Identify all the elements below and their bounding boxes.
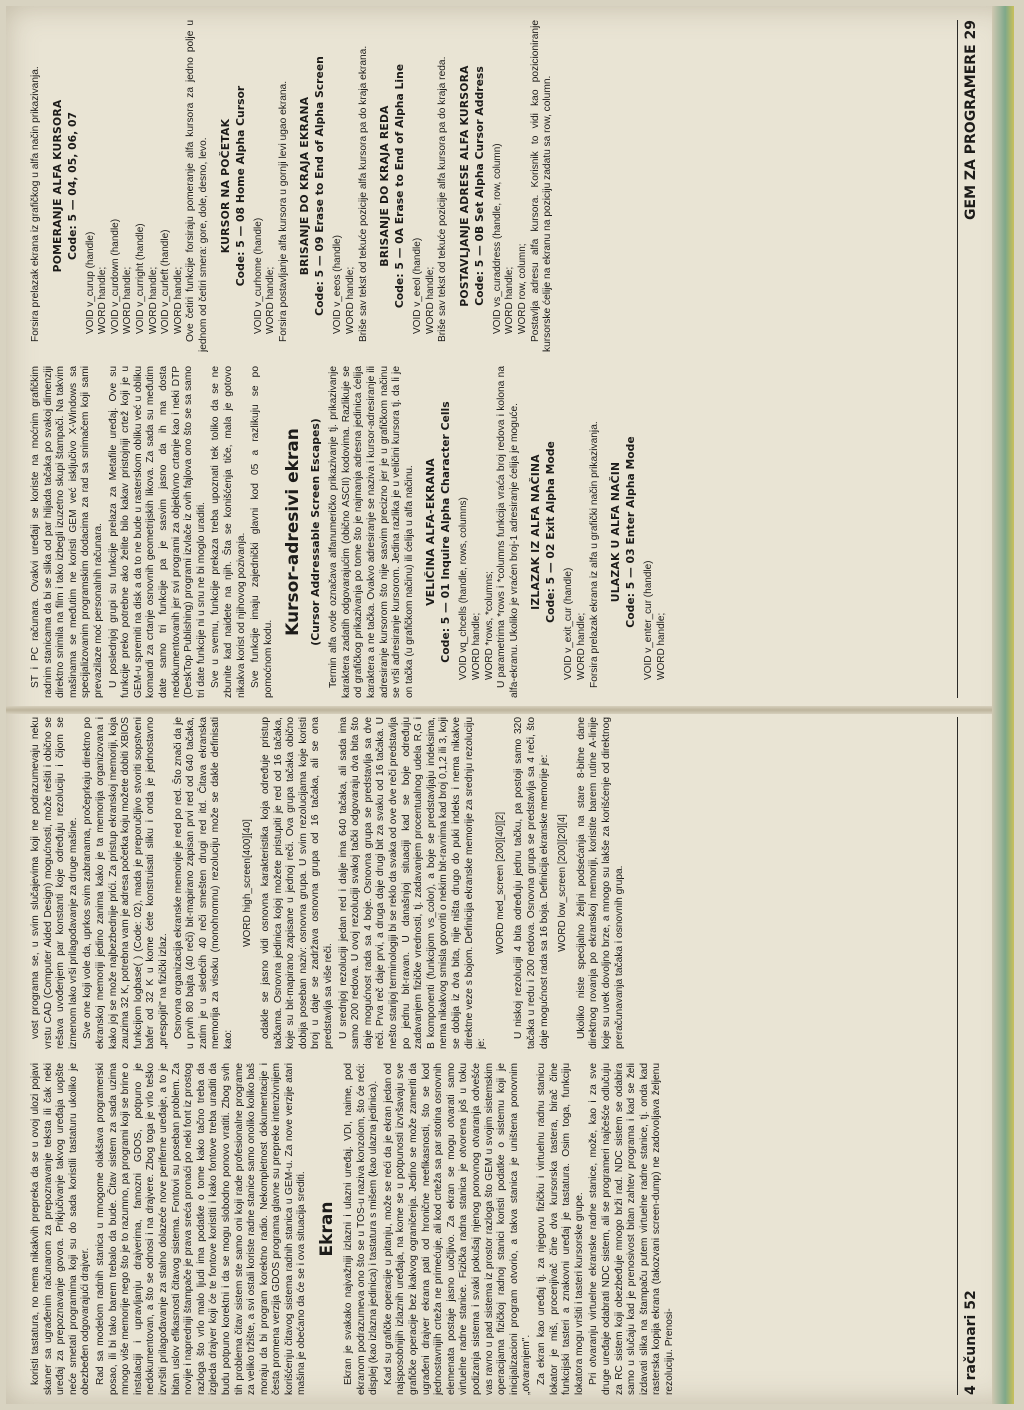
code-line: VOID v_curup (handle) bbox=[84, 231, 96, 334]
right-page-column-1 bbox=[30, 366, 950, 698]
code-line: WORD handle; bbox=[172, 266, 184, 334]
paragraph: Sve one koji vole da, uprkos svim zabranama, pročeprkaju direktno po ekranskoj memoriji jedino zanima kako je ta memorija organizovana i kako joj se može najbezbednije prići. Za pristup ekranskoj memoriji, koja zauzima 32 K, potrebna vam je adresa početka koju možete dobiti XBIOS funkcijom logbase( ) (Code: 02), mada je preporučljivo stvoriti sopstveni bafer od 32 K u kome ćete konstruisati sliku i onda je jednostavno „prespojiti" na fizički izlaz. bbox=[82, 717, 169, 1049]
function-title: BRISANJE DO KRAJA REDA bbox=[378, 105, 392, 267]
paragraph: Briše sav tekst od tekuće pozicije alfa kursora pa do kraja reda. bbox=[437, 56, 449, 342]
function-code: Code: 5 — 09 Erase to End of Alpha Screen bbox=[313, 56, 327, 316]
code-line: WORD handle; bbox=[344, 266, 356, 334]
paragraph: ST i PC računara. Ovakvi uređaji se koriste na moćnim grafičkim radnim stanicama da bi se slika od par hiljada tačaka po svakoj dimenziji direktno snimila na film i tako izbegli izuzetno skupi štampači. Na takvim mašinama se međutim ne koristi GEM već isključivo X-Windows sa specijalizovanim programskim dodacima za rad sa snimačem koji sami prevazilaze moć personalnih računara. bbox=[30, 366, 104, 698]
function-code: Code: 5 — 01 Inquire Alpha Character Cells bbox=[439, 401, 453, 663]
code-line: VOID v_curright (handle) bbox=[134, 223, 146, 334]
code-line: WORD handle; bbox=[265, 266, 277, 334]
paragraph: Sve u svemu, funkcije prekaza treba upoznati tek toliko da se ne zbunite kad naiđete na njih. Šta se konišćenja tiče, mala je gotovo nikakva korist od njihovog pozivanja. bbox=[210, 366, 247, 698]
paragraph: koristi tastatura, no nema nikakvih prepreka da se u ovoj ulozi pojavi skaner sa ugrađenim računarom za prepoznavanje teksta ili čak neki uređaj za prepoznavanje govora. Prikjučivanje takvog uređaja uopšte neće smetati programima koji su do sada koristili tastaturu ukoliko je obezbeđen odgovarajući drajver. bbox=[30, 1063, 92, 1395]
code-line: VOID vq_chcells (handle, rows, columns) bbox=[458, 497, 470, 680]
code-line: VOID v_enter_cur (handle) bbox=[643, 560, 655, 680]
page-folio: GEM ZA PROGRAMERE 29 bbox=[963, 20, 979, 220]
paragraph: Briše sav tekst od tekuće pozicije alfa kursora pa do kraja ekrana. bbox=[357, 45, 369, 342]
paragraph: odakle se jasno vidi osnovna karakteristika koja određuje pristup tačkama. Osnovna jedinica kojoj možete pristupiti je red od 16 tačaka, koje su bit-mapirano zapisane u jednoj reči. Ova grupa tačaka obično dobija poseban naziv: osnovna grupa. U svim rezolucijama koje koristi broj u daje se zadržava osnovna grupa od 16 tačaka, ali se ona predstavlja sa više reči. bbox=[260, 717, 335, 1049]
paragraph: Ekran je svakako najvažniji izlazni i ulazni uređaj. VDI, naime, pod ekranom podrazumeva ono što se u TOS-u naziva konzolom, što će reći: displej (kao izlazna jedinica) i tastatura s mišem (kao ulazna jedinica). bbox=[343, 1063, 380, 1395]
code-line: WORD handle; bbox=[471, 612, 483, 680]
section-subheading: (Cursor Addressable Screen Escapes) bbox=[309, 418, 323, 646]
code-line: VOID v_exit_cur (handle) bbox=[563, 567, 575, 680]
function-code: Code: 5 — 08 Home Alpha Cursor bbox=[233, 85, 247, 287]
paragraph: Termin alfa ovde označava alfanumeričko prikazivanje tj. prikazivanje karaktera zadatih odgovarajućim (obično ASCII) kodovima. Razlikuje se od grafičkog prikazivanja po tome što je najmanja adresna jedinica ćelija karaktera a ne tačka. Ovakvo adresiranje se naziva i kursor-adresiranje ili adresiranje kursorom što nije sasvim precizno jer je u grafičkom načinu se vrši adresiranje kursorom. Jedina razlika je u veličini kursora tj. da li je on tačka (u grafičkom načinu) ili ćelija u alfa načinu. bbox=[328, 366, 415, 698]
paragraph: Forsira prelazak ekrana iz alfa u grafički način prikazivanja. bbox=[588, 421, 600, 688]
paragraph: U poslednjoj grupi su funkcije prelaza za Metafile uređaj. Ove su funkcije preko potrebne ako želite bilo kakav pristojniji crtež koji je u GEM-u spremiti na disk a da to ne bude u rasterskom obliku već u obliku komandi za crtanje osnovnih geometrijskih likova. Za sada su međutim date samo tri funkcije pa je sasvim jasno da ih ma dosta nedokumentovanih jer svi programi za objektivno crtanje kao i neki DTP (DeskTop Publishing) programi izvlače iz ovih fajlova ono što se sa samo tri date funkcije ni u snu ne bi moglo uraditi. bbox=[107, 366, 207, 698]
paragraph: Postavlja adresu alfa kursora. Korisnik to vidi kao pozicioniranje kursorske ćelije na ekranu na poziciju zadatu sa row, column. bbox=[529, 20, 554, 352]
paragraph: Ukoliko niste specijalno željni podsećanja na stare 8-bitne dane direktnog rovanja po ekranskoj memoriji, koristite barem rutine A-linije koje su uvek dovoljno brze, a mnogo su lakše za korišćenje od direktnog preračunavanja tačaka i osnovnih grupa. bbox=[575, 717, 625, 1049]
right-page-column-2 bbox=[30, 20, 950, 352]
code-declaration: WORD med_screen [200][40][2] bbox=[494, 811, 506, 955]
section-heading: Ekran bbox=[317, 1201, 338, 1257]
function-title: POMERANJE ALFA KURSORA bbox=[50, 99, 64, 273]
function-title: VELIČINA ALFA-EKRANA bbox=[424, 458, 438, 606]
function-code: Code: 5 — 04, 05, 06, 07 bbox=[65, 112, 79, 260]
function-title: BRISANJE DO KRAJA EKRANA bbox=[298, 96, 312, 276]
paragraph: Sve funkcije imaju zajednički glavni kod 05 a razlikuju se po pomoćnom kodu. bbox=[250, 366, 274, 698]
code-line: VOID v_curdown (handle) bbox=[109, 218, 121, 334]
code-line: WORD handle; bbox=[424, 266, 436, 334]
page-edge bbox=[992, 6, 1014, 1404]
page-footer bbox=[957, 717, 980, 1395]
code-line: WORD handle; bbox=[655, 612, 667, 680]
section-heading: Kursor-adresivi ekran bbox=[283, 428, 304, 636]
left-page bbox=[20, 711, 990, 1401]
code-line: VOID v_curleft (handle) bbox=[160, 229, 172, 334]
paragraph: Osnovna organizacija ekranske memorije je red po red. Što znači da je u prvih 80 bajta (40 reči) bit-mapirano zapisan prvi red od 640 tačaka, zatim je u sledećih 40 reči smešten drugi red itd. Čitava ekranska memorija za visoku (monohromnu) rezoluciju može se dakle definisati kao: bbox=[172, 717, 234, 1049]
code-declaration: WORD low_screen [200][20][4] bbox=[557, 814, 569, 952]
code-line: WORD handle; bbox=[122, 266, 134, 334]
paragraph: Pri otvaranju virtuelne ekranske radne stanice, može, kao i za sve druge uređaje odabrati NDC sistem, ali se programeri najčešće odlučuju za RC sistem koji obezbeđuje mnogo brži rad. NDC sistem se odabira samo u slučaju kad je prenosivost bitan zahtev programa i kad se želi izdavati slika na štampaču putem virtuelne radne stanice, tj. onda kad rasterska kopija ekrana (takozvani screen-dump) ne zadovoljava željenu rezoluciju. Prenosi- bbox=[588, 1063, 675, 1395]
magazine-spread bbox=[6, 6, 1014, 1404]
page-folio: 4 računari 52 bbox=[963, 1290, 979, 1395]
code-line: WORD handle; bbox=[576, 612, 587, 680]
paragraph: Za ekran kao uređaj tj. za njegovu fizičku i virtuelnu radnu stanicu lokator je miš, procenjivač čine dva kursorska tastera, birač čine funkcijski tasteri a znakovni uređaj je tastatura. Osim toga, funkciju lokatora mogu vršiti i tasteri kursorske grupe. bbox=[535, 1063, 585, 1395]
code-line: WORD handle; bbox=[504, 266, 516, 334]
code-line: VOID vs_curaddress (handle, row, column) bbox=[491, 143, 503, 334]
paragraph: Ove četiri funkcije forsiraju pomeranje alfa kursora za jedno polje u jednom od četiri smera: gore, dole, desno, levo. bbox=[185, 20, 209, 352]
function-code: Code: 5 — 03 Enter Alpha Mode bbox=[624, 436, 638, 628]
paragraph: Kad su grafičke operacije u pitanju, može se reći da je ekran jedan od najsposobnijih izlaznih uređaja, na kome se u potpunosti izvršavaju sve grafičke operacije bez ikakvog ograničenja. Jedino se može zameriti da ugrađeni drajver ekrana pati od hronične neefikasnosti, što se kod jednostavnijih crteža ne primećuje, ali kod crteža sa par stotina osnovnih elemenata postaje jasno uočljivo. Za ekran se mogu otvarati samo virtuelne radne stanice. Fizička radna stanica je otvorena još u toku podizanja sistema i svaki pokušaj njenog ponovnog otvaranja odvešće vas ravno u pad sistema iz prostor razloga što GEM u svojim sistemskim operacijama fizičkoj radnoj stanici koristi podatke o sistemu koji je inicijalizacioni program otvorio, a takva stanica je uništena ponovnim „otvaranjem". bbox=[382, 1063, 533, 1395]
paragraph: U parametrima *rows i *columns funkcija vraća broj redova i kolona na alfa-ekranu. Ukoliko je vraćen broj-1 adresiranje ćelija je moguće. bbox=[496, 366, 520, 698]
code-line: WORD *rows, *columns; bbox=[483, 571, 495, 680]
left-page-column-2 bbox=[30, 717, 950, 1049]
function-title: IZLAZAK IZ ALFA NAČINA bbox=[529, 454, 543, 610]
paragraph: Forsira postavljanje alfa kursora u gornji levi ugao ekrana. bbox=[277, 80, 289, 342]
function-code: Code: 5 — 0B Set Alpha Cursor Address bbox=[472, 66, 486, 306]
paragraph: Rad sa modelom radnih stanica u mnogome olakšava programerski posao, ili bi tako barem trebalo da bude. Čitav sistem za sada uzima mnogo više memorije nego što je to razumno, pa programi koji se brine o instalaciji i upravljanju drajverima, famozni GDOS, potpuno je nedokumentovan, a što se odnosi i na drajvere. Zbog toga je vrlo teško izvršiti prilagođavanje za stalno dolazeće nove periferne uređaje, a to je bitan uslov efikasnosti čitavog sistema. Fontovi su poseban problem. Za novije i napredniji štampače je prava sreća pronaći po neki font iz prostog razloga što vrlo malo ljudi ima podatke o tome kako tačno treba da izgleda drajver koji će te fontove koristiti i kako fontove treba uraditi da budu potpuno korektni i da se mogu slobodno ponovo vratiti. Zbog svih tih problema čitav sistem ste samo oni koji rade profesionalne programe za veliko tržište, a svi ostali koriste radne stanice samo onoliko koliko baš moraju da bi program korektno radio. Nekompletnost dokumentacije i česta promena verzija GDOS programa glavne su prepreke intenzivnijem korišćenju čitavog sistema radnih stanica u GEM-u. Za nove verzije atari mašina je obećano da će se i ova situacija srediti. bbox=[94, 1063, 308, 1395]
code-line: WORD handle; bbox=[97, 266, 109, 334]
code-line: WORD row, column; bbox=[517, 243, 529, 334]
function-title: ULAZAK U ALFA NAČIN bbox=[609, 461, 623, 603]
function-title: POSTAVLJANJE ADRESE ALFA KURSORA bbox=[457, 65, 471, 307]
left-page-column-1 bbox=[30, 1063, 950, 1395]
paragraph: vost programa se, u svim slučajevima koji ne podrazumevaju neku vrstu CAD (Computer Aided Design) mogućnosti, može rešiti i obično se rešava uvođenjem par konstanti koje određuju rezoluciju i čijom se izmenom lako vrši prilagođavanje za druge mašine. bbox=[30, 717, 79, 1049]
paragraph: Forsira prelazak ekrana iz grafičkog u alfa način prikazivanja. bbox=[30, 66, 41, 342]
code-line: VOID v_curhome (handle) bbox=[252, 217, 264, 334]
code-line: VOID v_eeos (handle) bbox=[332, 235, 344, 334]
function-title: KURSOR NA POČETAK bbox=[218, 118, 232, 254]
right-page bbox=[20, 14, 990, 704]
paragraph: U niskoj rezoluciji 4 bita određuju jednu tačku, pa postoji samo 320 tačaka u redu i 200 redova. Osnovna grupa se predstavlja sa 4 reči, što daje mogućnost rada sa 16 boja. Definicija ekranske memorije je: bbox=[513, 717, 550, 1049]
page-footer bbox=[957, 20, 980, 698]
code-line: WORD handle; bbox=[147, 266, 159, 334]
code-line: VOID v_eeol (handle) bbox=[412, 237, 424, 334]
paragraph: U srednjoj rezoluciji jedan red i dalje ima 640 tačaka, ali sada ima samo 200 redova. U ovoj rezoluciji svakoj tački odgovaraju dva bita što daje mogućnost rada sa 4 boje. Osnovna grupa se predstavlja sa dve reči. Prva reč daje prvi, a druga daje drugi bit za svaku od 16 tačaka. U nešto starijoj terminologiji bi se reklo da svaka od ove dve reči predstavlja po jednu bit-ravan. U današnjoj situaciji kad se boje određuju zadavanjem fizičke vrednosti, tj. zadavanjem procentualnog udela R,G i B komponenti (funkcijom vs_color), a boje se predstavljaju indeksima, nema nikakvog smisla govoriti o nekim bit-ravnima kad broj 0,1,2 ili 3, koji se dobija iz dva bita, nije ništa drugo do puki indeks i nema nikakve direktne veze s bojom. Definicija ekranske memorije za srednju rezoluciju je: bbox=[337, 717, 488, 1049]
function-code: Code: 5 — 02 Exit Alpha Mode bbox=[544, 441, 558, 623]
code-declaration: WORD high_screen[400][40] bbox=[241, 819, 253, 947]
function-code: Code: 5 — 0A Erase to End of Alpha Line bbox=[393, 63, 407, 309]
